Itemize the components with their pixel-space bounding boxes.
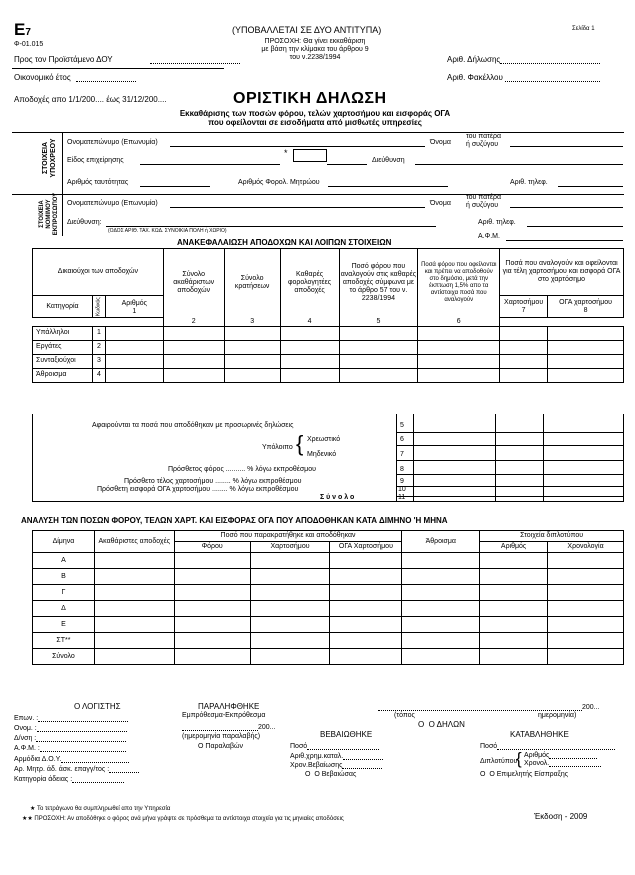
accountant-address: Δ/νση : — [14, 735, 126, 742]
tax-reg-field[interactable] — [328, 179, 448, 187]
cell[interactable] — [94, 585, 174, 601]
cell[interactable] — [480, 649, 548, 665]
cell[interactable] — [548, 601, 624, 617]
cell[interactable] — [163, 340, 224, 354]
rep-name-label: Ονοματεπώνυμο (Επωνυμία) — [67, 200, 158, 207]
period-label: Αποδοχές απο 1/1/200.... έως 31/12/200.... — [14, 95, 167, 104]
cell[interactable] — [402, 633, 480, 649]
form-code: Ε7 — [14, 20, 31, 39]
cell[interactable] — [94, 649, 174, 665]
fiscal-year-label: Οικονομικό έτος — [14, 73, 71, 82]
subtitle-2: που οφείλονται σε εισοδήματα από μισθωτές υπηρεσίες — [208, 118, 422, 127]
employer-section-label: ΣΤΟΙΧΕΙΑ ΥΠΟΧΡΕΟΥ — [42, 138, 57, 178]
period-label: Ε — [33, 617, 95, 633]
certified-date: Χρον.Βεβαίωσης — [290, 762, 382, 769]
col-category: Κατηγορία — [33, 296, 93, 318]
rep-father-sub: του πατέρα ή συζύγου — [466, 194, 502, 209]
employer-father-label: Όνομα — [430, 139, 451, 146]
table-row — [33, 340, 624, 354]
col-deductions: Σύνολο κρατήσεων — [224, 249, 280, 318]
col-num-4: 4 — [280, 318, 339, 327]
cell[interactable] — [418, 340, 500, 354]
divider-v — [396, 414, 397, 502]
cell[interactable] — [330, 569, 402, 585]
cell[interactable] — [402, 553, 480, 569]
row-code: 4 — [92, 368, 105, 382]
table-row — [33, 368, 624, 382]
period-label: Γ — [33, 585, 95, 601]
cell[interactable] — [480, 553, 548, 569]
cell[interactable] — [402, 601, 480, 617]
rep-address-label: Διεύθυνση: — [67, 219, 102, 226]
cell[interactable] — [402, 585, 480, 601]
dup-number: Αριθμός — [524, 752, 597, 759]
cell[interactable] — [418, 368, 500, 382]
period-label: ΣΤ** — [33, 633, 95, 649]
employer-address-label: Διεύθυνση — [372, 157, 405, 164]
divider-v — [543, 414, 544, 502]
section-divider-v — [62, 194, 63, 236]
cell[interactable] — [224, 326, 280, 340]
cell[interactable] — [280, 368, 339, 382]
table-row — [33, 354, 624, 368]
col-oga: ΟΓΑ χαρτοσήμου 8 — [548, 296, 624, 318]
cell[interactable] — [402, 617, 480, 633]
subtitle-1: Εκκαθάρισης των ποσών φόρου, τελών χαρτοσήμου και εισφοράς ΟΓΑ — [179, 109, 451, 118]
cell[interactable] — [174, 585, 250, 601]
cell[interactable] — [330, 585, 402, 601]
cell[interactable] — [339, 340, 418, 354]
table-row — [33, 585, 624, 601]
declarant-label: Ο Ο ΔΗΛΩΝ — [418, 720, 465, 729]
employer-name-label: Ονοματεπώνυμο (Επωνυμία) — [67, 139, 158, 146]
col-withheld: Ποσό που παρακρατήθηκε και αποδόθηκαν — [174, 531, 402, 542]
cell[interactable] — [548, 649, 624, 665]
cell[interactable] — [548, 553, 624, 569]
id-no-field[interactable] — [140, 179, 210, 187]
collected-amount: Ποσό — [480, 743, 615, 750]
declaration-no-field[interactable] — [500, 55, 600, 64]
certified-ledger: Αριθ.χρημ.καταλ. — [290, 753, 383, 760]
employer-phone-label: Αριθ. τηλεφ. — [510, 179, 548, 186]
representative-section-label: ΣΤΟΙΧΕΙΑ ΝΟΜΙΜΟΥ ΕΚΠΡΟΣΩΠΟΥ — [39, 192, 59, 236]
cell[interactable] — [402, 649, 480, 665]
line-10-num: 10 — [398, 486, 406, 493]
cell[interactable] — [330, 649, 402, 665]
attention-note: ΠΡΟΣΟΧΗ: Θα γίνει εκκαθάριση με βάση την κλίμακα του άρθρου 9 του ν.2238/1994 — [261, 38, 369, 61]
table-row — [33, 649, 624, 665]
file-no-field[interactable] — [505, 73, 600, 82]
cell[interactable] — [330, 553, 402, 569]
cell[interactable] — [480, 601, 548, 617]
section-divider — [12, 132, 624, 133]
col-total: Άθροισμα — [402, 531, 480, 553]
col-tax: Ποσό φόρου που αναλογούν στις καθαρές αποδοχές σύμφωνα με το άρθρο 57 του ν. 2238/1994 — [339, 249, 418, 318]
col-stamp: Χαρτοσήμου 7 — [500, 296, 548, 318]
business-type-field[interactable] — [140, 157, 280, 165]
cell[interactable] — [480, 617, 548, 633]
employer-address-field[interactable] — [415, 157, 623, 165]
receiver-label: Ο Παραλαβών — [198, 743, 243, 750]
cell[interactable] — [174, 649, 250, 665]
cell[interactable] — [250, 553, 330, 569]
employer-father-field[interactable] — [510, 139, 623, 147]
cell[interactable] — [500, 326, 548, 340]
accountant-firstname: Ονομ. : — [14, 725, 127, 732]
col-number: Αριθμός — [480, 542, 548, 553]
divider — [396, 486, 624, 487]
cell[interactable] — [94, 617, 174, 633]
dup-date: Χρονολ. — [524, 760, 601, 767]
divider-v — [413, 414, 414, 502]
rep-address-field[interactable] — [106, 219, 436, 227]
col-beneficiaries: Δικαιούχοι των αποδοχών — [33, 249, 164, 296]
table-row — [33, 617, 624, 633]
cell[interactable] — [174, 633, 250, 649]
col-num-2: 2 — [163, 318, 224, 327]
cell[interactable] — [548, 368, 624, 382]
line-7-num: 7 — [400, 451, 404, 458]
service-box[interactable] — [293, 149, 327, 162]
col-num-3: 3 — [224, 318, 280, 327]
col-num-6: 6 — [418, 318, 500, 327]
cell[interactable] — [105, 368, 163, 382]
brace: { — [296, 431, 304, 456]
form-id: Φ-01.015 — [14, 41, 44, 48]
cell[interactable] — [174, 601, 250, 617]
brace: { — [516, 749, 522, 768]
line-11-label: Σ ύ ν ο λ ο — [320, 494, 355, 501]
cell[interactable] — [548, 633, 624, 649]
cell[interactable] — [330, 633, 402, 649]
line-8-num: 8 — [400, 466, 404, 473]
cell[interactable] — [250, 601, 330, 617]
rep-afm-label: Α.Φ.Μ. — [478, 233, 500, 240]
id-no-label: Αριθμός ταυτότητας — [67, 179, 129, 186]
accountant-license-cat: Κατηγορία άδειας : — [14, 776, 124, 783]
cell[interactable] — [330, 601, 402, 617]
cell[interactable] — [105, 340, 163, 354]
cell[interactable] — [418, 354, 500, 368]
divider — [396, 445, 624, 446]
section-divider — [12, 194, 624, 195]
cell[interactable] — [280, 354, 339, 368]
doy-field[interactable] — [150, 55, 240, 64]
line-11-num: 11 — [398, 494, 406, 501]
cell[interactable] — [280, 326, 339, 340]
to-head-label: Προς τον Προϊστάμενο ΔΟΥ — [14, 55, 113, 64]
cell[interactable] — [418, 326, 500, 340]
cell[interactable] — [94, 601, 174, 617]
copies-note: (ΥΠΟΒΑΛΛΕΤΑΙ ΣΕ ΔΥΟ ΑΝΤΙΤΥΠΑ) — [232, 25, 382, 35]
page-label: Σελίδα 1 — [572, 26, 595, 32]
divider — [396, 460, 624, 461]
row-label: Άθροισμα — [33, 368, 93, 382]
edition-label: Έκδοση - 2009 — [534, 812, 588, 821]
table-row — [33, 569, 624, 585]
rep-father-field[interactable] — [510, 200, 623, 208]
recap-title: ΑΝΑΚΕΦΑΛΑΙΩΣΗ ΑΠΟΔΟΧΩΝ ΚΑΙ ΛΟΙΠΩΝ ΣΤΟΙΧΕΙΩΝ — [177, 238, 392, 247]
cell[interactable] — [174, 569, 250, 585]
rep-father-label: Όνομα — [430, 200, 451, 207]
line-10-label: Πρόσθετη εισφορά ΟΓΑ χαρτοσήμου ........ % λόγω εκπροθέσμου — [97, 486, 299, 493]
rep-phone-field[interactable] — [527, 219, 623, 227]
divider — [396, 474, 624, 475]
cell[interactable] — [250, 633, 330, 649]
line-6-num: 6 — [400, 436, 404, 443]
line-7-label: Μηδενικό — [307, 451, 337, 458]
analysis-table — [32, 530, 624, 665]
cell[interactable] — [163, 326, 224, 340]
col-num-5: 5 — [339, 318, 418, 327]
date-hint: ημερομηνία) — [538, 712, 577, 719]
period-label: Β — [33, 569, 95, 585]
footnote-1: ★ Το τετράγωνο θα συμπληρωθεί απο την Υπηρεσία — [30, 806, 171, 812]
footnote-2: ★★ ΠΡΟΣΟΧΗ: Αν αποδόθηκε ο φόρος ανά μήνα γράψτε σε πρόσθεμα τα αντίστοιχα στοιχεία για τις μηνιαίες αποδόσεις — [22, 816, 344, 822]
line-6-label: Χρεωστικό — [307, 436, 341, 443]
cell[interactable] — [94, 569, 174, 585]
row-label: Εργάτες — [33, 340, 93, 354]
rep-name-field[interactable] — [170, 200, 425, 208]
received-title: ΠΑΡΑΛΗΦΘΗΚΕ — [198, 702, 260, 711]
divider — [396, 496, 624, 497]
tax-reg-label: Αριθμός Φορολ. Μητρώου — [238, 179, 320, 186]
col-net: Καθαρές φορολογητέες αποδοχές — [280, 249, 339, 318]
divider-v — [495, 414, 496, 502]
col-gross: Ακαθάριστες αποδοχές — [94, 531, 174, 553]
cell[interactable] — [224, 354, 280, 368]
line-5-num: 5 — [400, 422, 404, 429]
accountant-surname: Επων. : — [14, 715, 128, 722]
cell[interactable] — [94, 553, 174, 569]
place-date-line: 200... — [378, 704, 600, 711]
accountant-doy: Αρμόδια Δ.Ο.Υ. — [14, 756, 129, 763]
certifier-label: O Ο Βεβαιώσας — [305, 771, 357, 778]
col-tax: Φόρου — [174, 542, 250, 553]
cell[interactable] — [174, 553, 250, 569]
row-label: Υπάλληλοι — [33, 326, 93, 340]
cell[interactable] — [224, 340, 280, 354]
divider — [396, 432, 624, 433]
cell[interactable] — [548, 340, 624, 354]
cell[interactable] — [500, 368, 548, 382]
section-divider-v — [62, 132, 63, 194]
star-mark: * — [284, 148, 288, 158]
col-stamp: Χαρτοσήμου — [250, 542, 330, 553]
cell[interactable] — [339, 326, 418, 340]
cell[interactable] — [339, 354, 418, 368]
col-due: Ποσά φόρου που οφείλονται και πρέπει να αποδοθούν στο δημόσιο, μετά την έκπτωση 1,5% απο τα αντίστοιχα ποσά που αναλογούν — [418, 249, 500, 318]
cell[interactable] — [224, 368, 280, 382]
col-receipt: Στοιχεία διπλοτύπου — [480, 531, 624, 542]
employer-phone-field[interactable] — [558, 179, 623, 187]
cell[interactable] — [500, 354, 548, 368]
received-timely: Εμπρόθεσμα-Εκπρόθεσμα — [182, 712, 266, 719]
employer-father-sub: του πατέρα ή συζύγου — [466, 133, 502, 148]
remainder-label: Υπόλοιπο — [262, 444, 293, 451]
cell[interactable] — [339, 368, 418, 382]
cell[interactable] — [163, 368, 224, 382]
col-gross: Σύνολο ακαθάριστων αποδοχών — [163, 249, 224, 318]
cell[interactable] — [105, 354, 163, 368]
table-row — [33, 633, 624, 649]
table-row — [33, 553, 624, 569]
cell[interactable] — [402, 569, 480, 585]
rep-afm-field[interactable] — [506, 233, 623, 241]
cell[interactable] — [174, 617, 250, 633]
col-count: Αριθμός 1 — [105, 296, 163, 318]
cell[interactable] — [280, 340, 339, 354]
employer-name-field[interactable] — [170, 139, 425, 147]
cell[interactable] — [250, 569, 330, 585]
cell[interactable] — [548, 617, 624, 633]
cell[interactable] — [548, 354, 624, 368]
cell[interactable] — [105, 326, 163, 340]
cell[interactable] — [548, 569, 624, 585]
collector-label: O Ο Επιμελητής Είσπραξης — [480, 771, 569, 778]
page-title: ΟΡΙΣΤΙΚΗ ΔΗΛΩΣΗ — [233, 90, 387, 107]
cell[interactable] — [548, 326, 624, 340]
certified-title: ΒΕΒΑΙΩΘΗΚΕ — [320, 730, 373, 739]
col-stamp-oga: Ποσά που αναλογούν και οφείλονται για τέλη χαρτοσήμου και εισφορά ΟΓΑ στο χαρτόσημο — [500, 249, 624, 296]
certified-amount: Ποσό — [290, 743, 379, 750]
rep-phone-label: Αριθ. τηλεφ. — [478, 219, 516, 226]
accountant-afm: Α.Φ.Μ. : — [14, 745, 126, 752]
cell[interactable] — [330, 617, 402, 633]
divider — [12, 68, 224, 69]
cell[interactable] — [480, 633, 548, 649]
row-label: Συνταξιούχοι — [33, 354, 93, 368]
col-oga: ΟΓΑ Χαρτοσήμου — [330, 542, 402, 553]
business-type-field-2[interactable] — [327, 157, 367, 165]
cell[interactable] — [163, 354, 224, 368]
fiscal-year-field[interactable] — [76, 73, 136, 82]
business-type-label: Είδος επιχείρησης — [67, 157, 124, 164]
row-code: 3 — [92, 354, 105, 368]
accountant-license: Αρ. Μητρ. άδ. άσκ. επαγγ/τος : — [14, 766, 139, 773]
line-5-label: Αφαιρούνται τα ποσά που αποδόθηκαν με προσωρινές δηλώσεις — [92, 422, 294, 429]
col-period: Δίμηνα — [33, 531, 95, 553]
line-9-label: Πρόσθετο τέλος χαρτοσήμου ........ % λόγω εκπροθέσμου — [124, 478, 302, 485]
line-8-label: Πρόσθετος φόρος .......... % λόγω εκπροθέσμου — [168, 466, 316, 473]
cell[interactable] — [548, 585, 624, 601]
duplicate-label: Διπλοτύπου — [480, 758, 518, 765]
place-hint: (τόπος — [394, 712, 415, 719]
period-label: Σύνολο — [33, 649, 95, 665]
recap-table — [32, 248, 624, 383]
cell[interactable] — [250, 585, 330, 601]
cell[interactable] — [94, 633, 174, 649]
cell[interactable] — [480, 585, 548, 601]
cell[interactable] — [500, 340, 548, 354]
col-date: Χρονολογία — [548, 542, 624, 553]
file-no-label: Αριθ. Φακέλλου — [447, 73, 503, 82]
period-label: Α — [33, 553, 95, 569]
accountant-title: Ο ΛΟΓΙΣΤΗΣ — [74, 702, 121, 711]
declaration-no-label: Αριθ. Δήλωσης — [447, 55, 501, 64]
table-row — [33, 326, 624, 340]
collected-title: ΚΑΤΑΒΛΗΘΗΚΕ — [510, 730, 569, 739]
row-code: 1 — [92, 326, 105, 340]
table-row — [33, 601, 624, 617]
cell[interactable] — [250, 617, 330, 633]
period-label: Δ — [33, 601, 95, 617]
cell[interactable] — [480, 569, 548, 585]
received-date: 200... — [182, 724, 276, 731]
cell[interactable] — [250, 649, 330, 665]
col-code: Κωδικός — [92, 296, 105, 318]
received-date-hint: (ημερομηνία παραλαβής) — [182, 733, 261, 740]
rep-address-hint: (ΟΔΟΣ ΑΡΙΘ. ΤΑΧ. ΚΩΔ. ΣΥΝΟΙΚΙΑ ΠΟΛΗ ή ΧΩΡΙΟ) — [108, 228, 227, 234]
row-code: 2 — [92, 340, 105, 354]
line-9-num: 9 — [400, 478, 404, 485]
analysis-title: ΑΝΑΛΥΣΗ ΤΩΝ ΠΟΣΩΝ ΦΟΡΟΥ, ΤΕΛΩΝ ΧΑΡΤ. ΚΑΙ ΕΙΣΦΟΡΑΣ ΟΓΑ ΠΟΥ ΑΠΟΔΟΘΗΚΑΝ ΚΑΤΑ ΔΙΜΗΝΟ 'Η ΜΗΝΑ — [21, 516, 448, 525]
